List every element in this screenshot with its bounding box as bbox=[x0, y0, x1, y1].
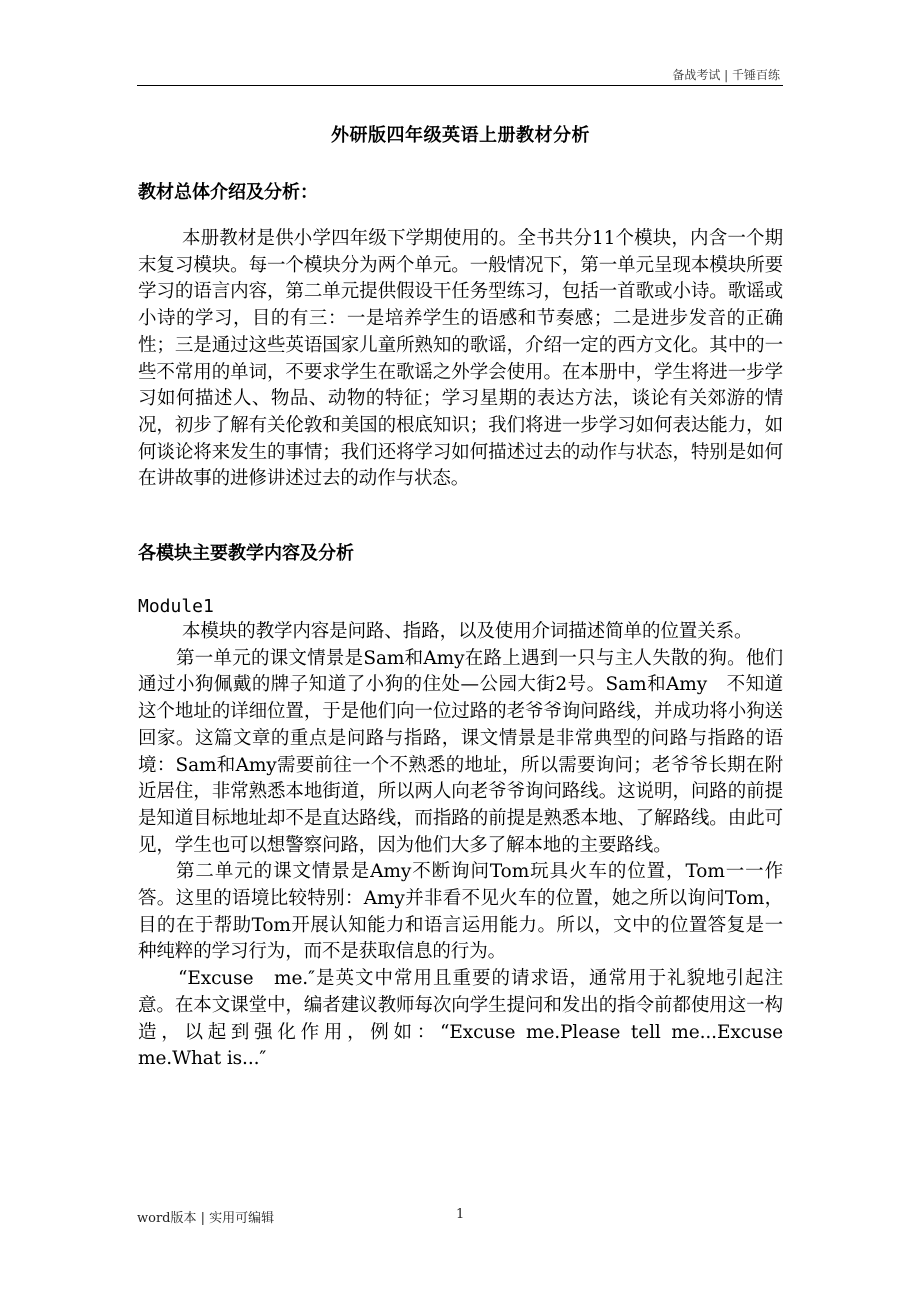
module1-paragraph-4: “Excuse me.″是英文中常用且重要的请求语，通常用于礼貌地引起注意。在本文课堂中，编者建议教师每次向学生提问和发出的指令前都使用这一构造，以起到强化作用，例如：“Excuse me.Please tell me...Excuse me.What is...″ bbox=[138, 968, 783, 1070]
footer-text: word版本 | 实用可编辑 bbox=[137, 1211, 275, 1226]
page-number: 1 bbox=[456, 1207, 465, 1222]
modules-heading: 各模块主要教学内容及分析 bbox=[138, 543, 354, 565]
module1-paragraph-1: 本模块的教学内容是问路、指路，以及使用介词描述简单的位置关系。 bbox=[182, 621, 753, 643]
document-title: 外研版四年级英语上册教材分析 bbox=[331, 125, 590, 146]
document-body bbox=[138, 118, 783, 1073]
module1-label: Module1 bbox=[138, 596, 214, 618]
header-divider bbox=[137, 85, 783, 86]
module1-paragraph-3: 第二单元的课文情景是Amy不断询问Tom玩具火车的位置，Tom一一作答。这里的语境比较特别：Amy并非看不见火车的位置，她之所以询问Tom，目的在于帮助Tom开展认知能力和语言运用能力。所以，文中的位置答复是一种纯粹的学习行为，而不是获取信息的行为。 bbox=[138, 861, 783, 963]
header-text: 备战考试 | 千锤百练 bbox=[672, 68, 780, 82]
module1-paragraph-2: 第一单元的课文情景是Sam和Amy在路上遇到一只与主人失散的狗。他们通过小狗佩戴的牌子知道了小狗的住处—公园大街2号。Sam和Amy 不知道这个地址的详细位置，于是他们向一位过路的老爷爷询问路线，并成功将小狗送回家。这篇文章的重点是问路与指路，课文情景是非常典型的问路与指路的语境：Sam和Amy需要前往一个不熟悉的地址，所以需要询问；老爷爷长期在附近居住，非常熟悉本地街道，所以两人向老爷爷询问路线。这说明，问路的前提是知道目标地址却不是直达路线，而指路的前提是熟悉本地、了解路线。由此可见，学生也可以想警察问路，因为他们大多了解本地的主要路线。 bbox=[138, 647, 783, 856]
overview-heading: 教材总体介绍及分析： bbox=[138, 182, 318, 203]
overview-paragraph: 本册教材是供小学四年级下学期使用的。全书共分11个模块，内含一个期末复习模块。每一个模块分为两个单元。一般情况下，第一单元呈现本模块所要学习的语言内容，第二单元提供假设干任务型练习，包括一首歌或小诗。歌谣或小诗的学习，目的有三：一是培养学生的语感和节奏感；二是进步发音的正确性；三是通过这些英语国家儿童所熟知的歌谣，介绍一定的西方文化。其中的一些不常用的单词，不要求学生在歌谣之外学会使用。在本册中，学生将进一步学习如何描述人、物品、动物的特征；学习星期的表达方法，谈论有关郊游的情况，初步了解有关伦敦和美国的根底知识；我们将进一步学习如何表达能力，如何谈论将来发生的事情；我们还将学习如何描述过去的动作与状态，特别是如何在讲故事的进修讲述过去的动作与状态。 bbox=[138, 228, 783, 490]
